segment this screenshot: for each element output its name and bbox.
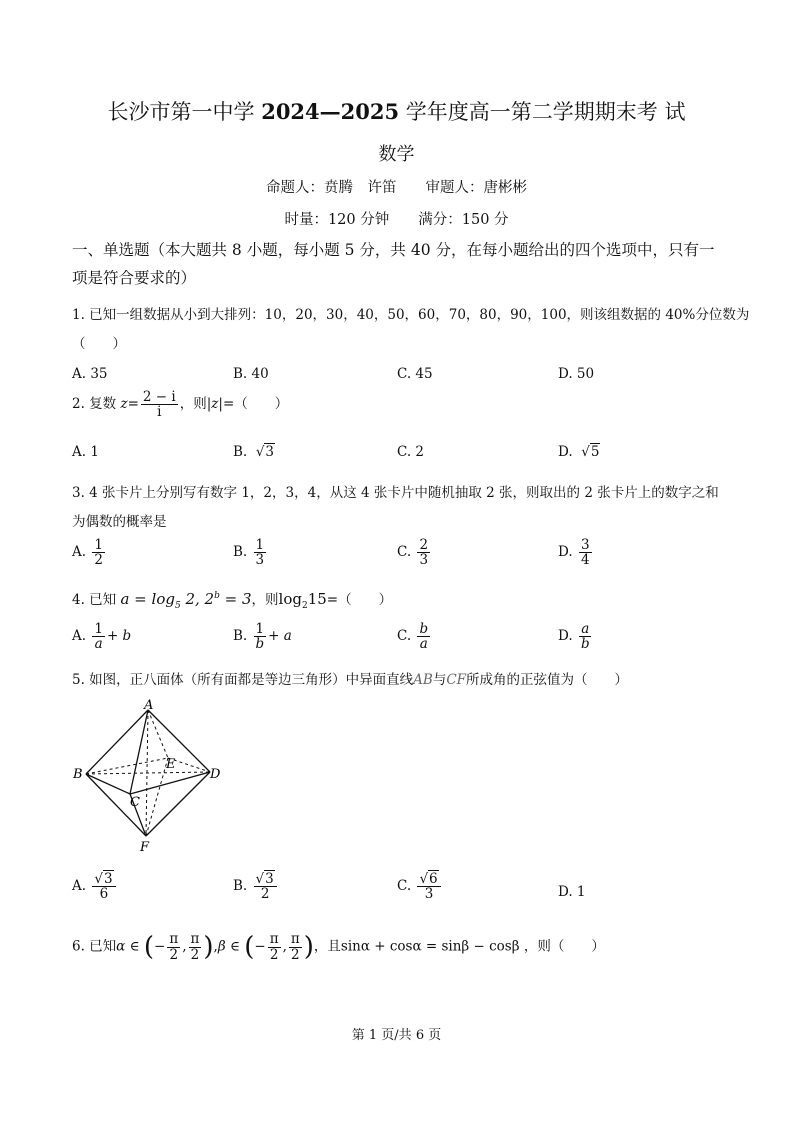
- q2-option-c: C. 2: [397, 444, 425, 460]
- q1-option-a: A. 35: [72, 366, 108, 382]
- question-6: 6. 已知α ∈ (− $\frac{\pi}{2}$ , $\frac{\pi}{2}$ ),β ∈ (− $\frac{\pi}{2}$ , $\frac{\pi}{2}$ )，且sinα + cosα = sinβ − cosβ ，则（ ）: [72, 931, 605, 963]
- q4-option-a: A. $\frac{1}{a}$ + b: [72, 621, 132, 653]
- q5-option-d: D. 1: [558, 884, 586, 900]
- question-3-line2: 为偶数的概率是: [72, 514, 167, 530]
- q2-option-d: D. √5: [558, 444, 600, 460]
- q2-option-b: B. √3: [233, 444, 275, 460]
- question-2: 2. 复数 z= $\frac{2 - i}{i}$ ，则|z|=（ ）: [72, 389, 289, 421]
- octahedron-hidden-edges: [86, 710, 210, 836]
- page-footer: 第 1 页/共 6 页: [351, 1028, 442, 1043]
- vertex-label-c: C: [130, 795, 140, 810]
- q1-option-d: D. 50: [558, 366, 595, 382]
- timing-line: 时量：120 分钟 满分：150 分: [284, 212, 509, 228]
- question-1-paren: （ ）: [72, 336, 126, 352]
- q3-option-c: C. $\frac{2}{3}$: [397, 537, 429, 569]
- vertex-label-d: D: [210, 767, 221, 782]
- question-5: 5. 如图，正八面体（所有面都是等边三角形）中异面直线AB与CF所成角的正弦值为（ ）: [72, 672, 629, 688]
- q2-option-a: A. 1: [72, 444, 99, 460]
- vertex-label-e: E: [166, 757, 176, 772]
- question-4: 4. 已知 $a = \log_5 2$, $2^b = 3$，则$\log_215=$（ ）: [72, 590, 393, 611]
- q3-option-a: A. $\frac{1}{2}$: [72, 537, 103, 569]
- q5-option-c: C. $\frac{√6}{3}$: [397, 872, 443, 901]
- subject-title: 数学: [378, 144, 415, 165]
- octahedron-figure: [70, 698, 230, 854]
- q1-option-b: B. 40: [233, 366, 269, 382]
- vertex-label-b: B: [73, 767, 83, 782]
- q5-option-b: B. $\frac{√3}{2}$: [233, 872, 279, 901]
- authors-line: 命题人：贲腾 许笛 审题人：唐彬彬: [266, 180, 527, 196]
- q4-option-b: B. $\frac{1}{b}$ + a: [233, 621, 292, 653]
- q5-option-a: A. $\frac{√3}{6}$: [72, 872, 118, 901]
- q4-option-d: D. $\frac{a}{b}$: [558, 621, 590, 653]
- vertex-label-f: F: [140, 840, 150, 854]
- exam-title: 长沙市第一中学 2024—2025 学年度高一第二学期期末考 试: [107, 99, 686, 124]
- section-heading-line1: 一、单选题（本大题共 8 小题，每小题 5 分，共 40 分，在每小题给出的四个选项中，只有一: [72, 241, 715, 259]
- q4-option-c: C. $\frac{b}{a}$: [397, 621, 429, 653]
- vertex-label-a: A: [144, 698, 154, 713]
- q1-option-c: C. 45: [397, 366, 433, 382]
- question-3-line1: 3. 4 张卡片上分别写有数字 1，2，3，4，从这 4 张卡片中随机抽取 2 张，则取出的 2 张卡片上的数字之和: [72, 485, 719, 501]
- q3-option-d: D. $\frac{3}{4}$: [558, 537, 590, 569]
- section-heading-line2: 项是符合要求的）: [72, 269, 197, 287]
- question-1-text: 1. 已知一组数据从小到大排列：10，20，30，40，50，60，70，80，90，100，则该组数据的 40%分位数为: [72, 307, 750, 323]
- q3-option-b: B. $\frac{1}{3}$: [233, 537, 265, 569]
